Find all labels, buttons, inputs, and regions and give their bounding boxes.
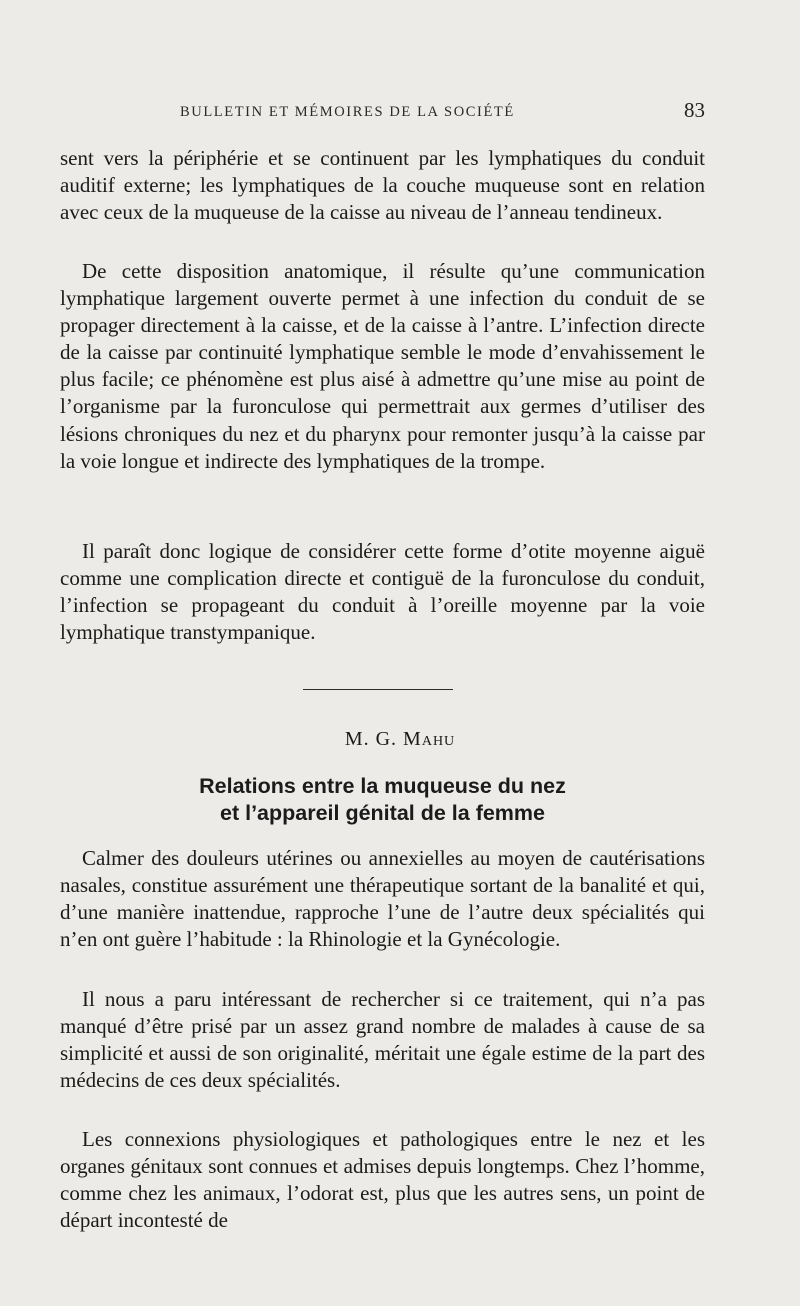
article-title-line-2: et l’appareil génital de la femme <box>220 801 545 825</box>
article-title-line-1: Relations entre la muqueuse du nez <box>199 774 566 798</box>
section-divider <box>303 689 453 690</box>
page-number: 83 <box>684 98 705 122</box>
author-name: Mahu <box>403 728 456 750</box>
body-paragraph-3: Il paraît donc logique de considérer cette forme d’otite moyenne aiguë comme une complication directe et contiguë de la furonculose du conduit, l’infection se propageant du conduit à l’oreille moyenne par la voie lymphatique transtympanique. <box>60 539 705 645</box>
running-title: BULLETIN ET MÉMOIRES DE LA SOCIÉTÉ <box>180 104 515 120</box>
article-paragraph-2: Il nous a paru intéressant de rechercher si ce traitement, qui n’a pas manqué d’être prisé par un assez grand nombre de malades à cause de sa simplicité et aussi de son originalité, méritait une égale estime de la part des médecins de ces deux spécialités. <box>60 987 705 1093</box>
running-header <box>60 98 705 128</box>
author-prefix: M. G. <box>344 728 404 750</box>
body-paragraph-1: sent vers la périphérie et se continuent par les lymphatiques du conduit auditif externe; les lymphatiques de la couche muqueuse sont en relation avec ceux de la muqueuse de la caisse au niveau de l’anneau tendineux. <box>60 146 705 225</box>
article-author <box>0 728 800 751</box>
article-paragraph-1: Calmer des douleurs utérines ou annexielles au moyen de cautérisations nasales, constitue assurément une thérapeutique sortant de la banalité et qui, d’une manière inattendue, rapproche l’une de l’autre deux spécialités qui n’en ont guère l’habitude : la Rhinologie et la Gynécologie. <box>60 846 705 952</box>
article-paragraph-3: Les connexions physiologiques et pathologiques entre le nez et les organes génitaux sont connues et admises depuis longtemps. Chez l’homme, comme chez les animaux, l’odorat est, plus que les autres sens, un point de départ incontesté de <box>60 1127 705 1233</box>
article-title <box>60 773 705 827</box>
body-paragraph-2: De cette disposition anatomique, il résulte qu’une communication lymphatique largement ouverte permet à une infection du conduit de se propager directement à la caisse, et de la caisse à l’antre. L’infection directe de la caisse par continuité lymphatique semble le mode d’envahissement le plus facile; ce phénomène est plus aisé à admettre qu’une mise au point de l’organisme par la furonculose qui permettrait aux germes d’utiliser des lésions chroniques du nez et du pharynx pour remonter jusqu’à la caisse par la voie longue et indirecte des lymphatiques de la trompe. <box>60 259 705 473</box>
